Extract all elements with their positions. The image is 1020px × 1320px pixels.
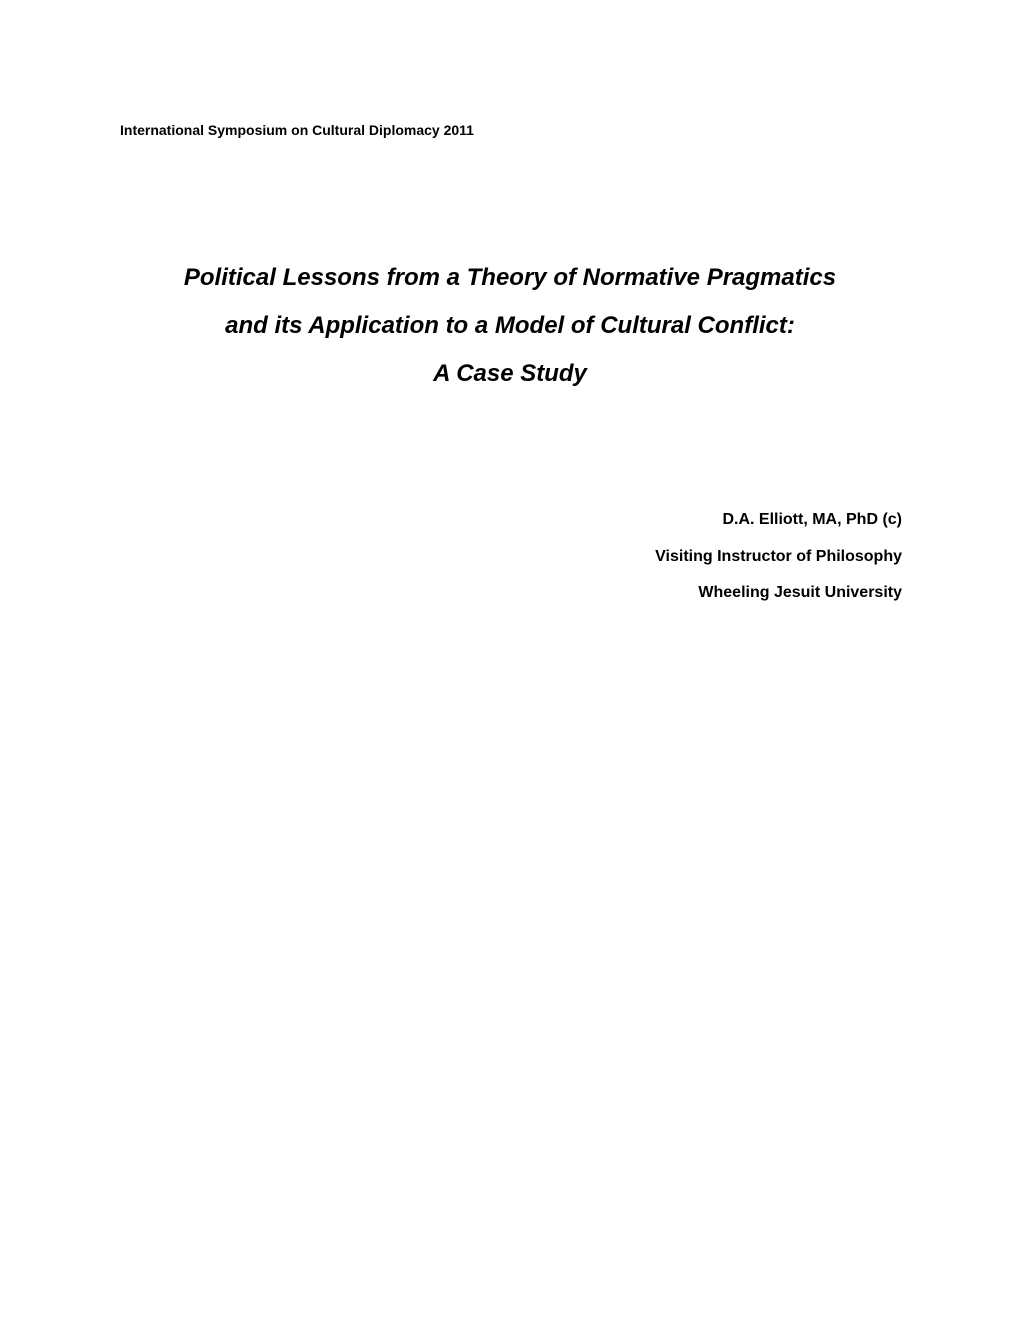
paper-title [60,254,960,398]
author-block [655,508,902,618]
author-position: Visiting Instructor of Philosophy [655,547,902,565]
title-line-1: Political Lessons from a Theory of Normative Pragmatics [183,264,837,291]
title-line-3: A Case Study [433,360,587,387]
title-line-2: and its Application to a Model of Cultural Conflict: [225,312,795,339]
author-institution: Wheeling Jesuit University [698,584,902,601]
author-name: D.A. Elliott, MA, PhD (c) [722,511,902,528]
symposium-header: International Symposium on Cultural Diplomacy 2011 [120,122,474,138]
